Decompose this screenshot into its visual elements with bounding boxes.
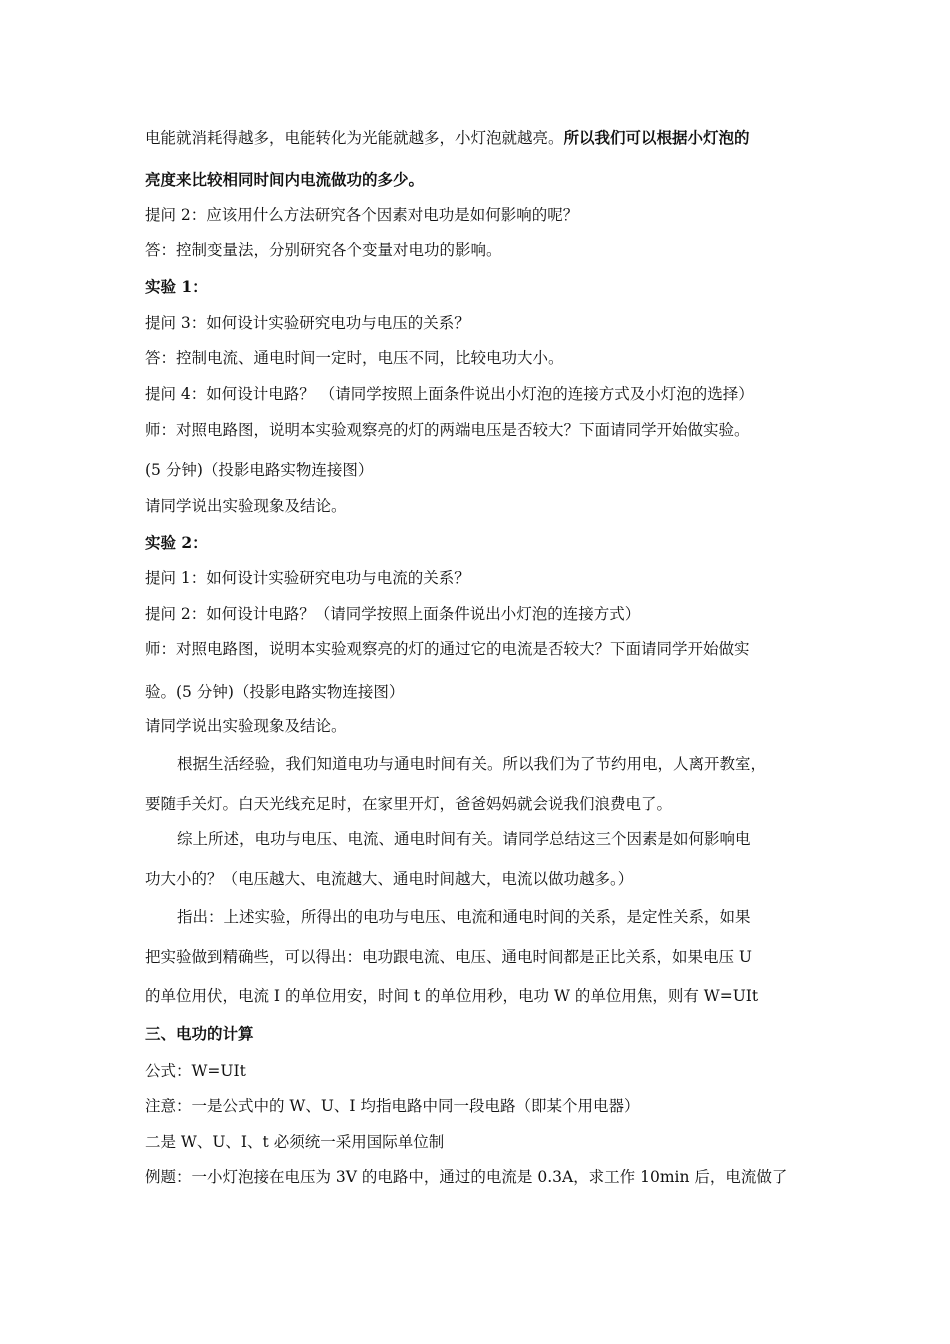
section-heading: 实验 1： <box>145 277 208 296</box>
paragraph-line: 的单位用伏，电流 I 的单位用安，时间 t 的单位用秒，电功 W 的单位用焦，则有 W=UIt <box>145 987 759 1005</box>
paragraph-line: (5 分钟)（投影电路实物连接图） <box>145 461 374 479</box>
paragraph-line: 亮度来比较相同时间内电流做功的多少。 <box>145 170 425 189</box>
teacher-line: 师：对照电路图，说明本实验观察亮的灯的两端电压是否较大？下面请同学开始做实验。 <box>145 421 750 439</box>
section-heading: 三、电功的计算 <box>145 1024 254 1043</box>
question-line: 提问 4：如何设计电路？ （请同学按照上面条件说出小灯泡的连接方式及小灯泡的选择） <box>145 385 754 403</box>
paragraph-line <box>145 128 805 148</box>
note-line: 注意：一是公式中的 W、U、I 均指电路中同一段电路（即某个用电器） <box>145 1097 640 1115</box>
section-heading: 实验 2： <box>145 533 208 552</box>
paragraph-line: 指出：上述实验，所得出的电功与电压、电流和通电时间的关系，是定性关系，如果 <box>177 908 751 926</box>
question-line: 提问 3：如何设计实验研究电功与电压的关系？ <box>145 314 470 332</box>
paragraph-line: 请同学说出实验现象及结论。 <box>145 497 347 515</box>
formula-line: 公式：W=UIt <box>145 1062 246 1080</box>
paragraph-line: 综上所述，电功与电压、电流、通电时间有关。请同学总结这三个因素是如何影响电 <box>177 830 751 848</box>
question-line: 提问 2：如何设计电路？（请同学按照上面条件说出小灯泡的连接方式） <box>145 605 641 623</box>
text-run: 电能就消耗得越多，电能转化为光能就越多，小灯泡就越亮。 <box>145 129 564 147</box>
paragraph-line: 请同学说出实验现象及结论。 <box>145 717 347 735</box>
teacher-line: 师：对照电路图，说明本实验观察亮的灯的通过它的电流是否较大？下面请同学开始做实 <box>145 640 750 658</box>
answer-line: 答：控制变量法，分别研究各个变量对电功的影响。 <box>145 241 502 259</box>
paragraph-line: 功大小的？（电压越大、电流越大、通电时间越大，电流以做功越多。） <box>145 870 634 888</box>
answer-line: 答：控制电流、通电时间一定时，电压不同，比较电功大小。 <box>145 349 564 367</box>
question-line: 提问 2：应该用什么方法研究各个因素对电功是如何影响的呢？ <box>145 206 579 224</box>
paragraph-line: 要随手关灯。白天光线充足时，在家里开灯，爸爸妈妈就会说我们浪费电了。 <box>145 795 673 813</box>
bold-text-run: 所以我们可以根据小灯泡的 <box>563 128 750 147</box>
paragraph-line: 把实验做到精确些，可以得出：电功跟电流、电压、通电时间都是正比关系，如果电压 U <box>145 948 752 966</box>
question-line: 提问 1：如何设计实验研究电功与电流的关系？ <box>145 569 470 587</box>
example-line: 例题：一小灯泡接在电压为 3V 的电路中，通过的电流是 0.3A，求工作 10min 后，电流做了 <box>145 1168 788 1186</box>
note-line: 二是 W、U、I、t 必须统一采用国际单位制 <box>145 1133 445 1151</box>
paragraph-line: 根据生活经验，我们知道电功与通电时间有关。所以我们为了节约用电，人离开教室， <box>177 755 767 773</box>
paragraph-line: 验。(5 分钟)（投影电路实物连接图） <box>145 683 405 701</box>
